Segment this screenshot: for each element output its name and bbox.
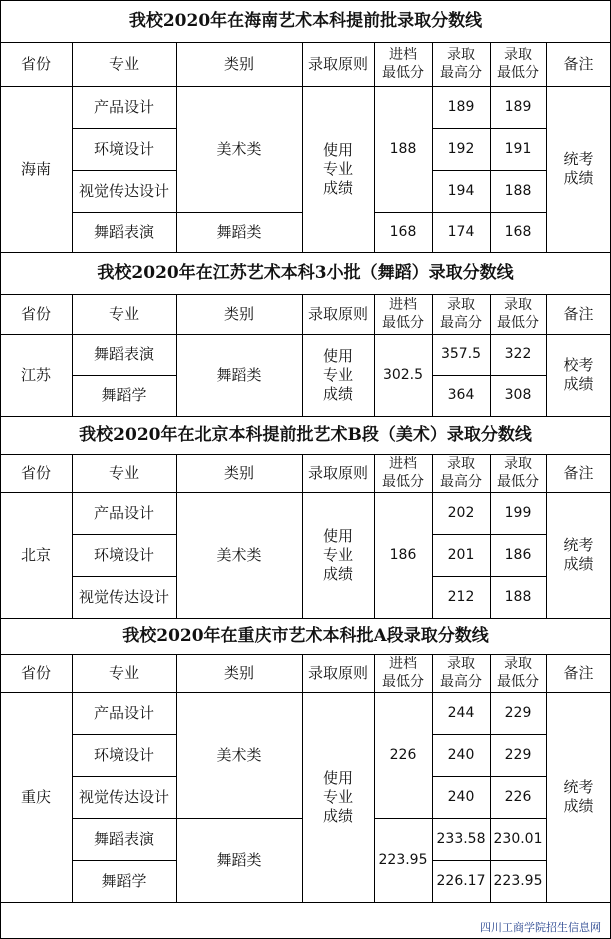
max-score-cell: 240 xyxy=(447,746,475,763)
grid-line xyxy=(0,902,611,903)
major-cell: 环境设计 xyxy=(93,745,154,764)
header-min-entry xyxy=(374,654,432,692)
remark-cell xyxy=(546,334,611,416)
min-entry-cell: 186 xyxy=(389,546,417,563)
header-remark: 备注 xyxy=(563,304,594,323)
category-cell: 舞蹈类 xyxy=(216,365,262,384)
major-cell: 舞蹈表演 xyxy=(93,345,154,363)
grid-line xyxy=(0,692,611,693)
header-principle: 录取原则 xyxy=(307,304,368,323)
major-cell: 舞蹈学 xyxy=(101,386,147,404)
min-score-cell: 191 xyxy=(504,140,532,157)
remark-text: 统考 xyxy=(563,778,594,796)
max-score-cell: 233.58 xyxy=(436,830,486,847)
min-score-cell: 168 xyxy=(504,223,532,240)
remark-text: 成绩 xyxy=(563,797,594,815)
header-category: 类别 xyxy=(223,54,254,73)
principle-text: 成绩 xyxy=(322,564,353,583)
header-min-admission xyxy=(490,42,546,86)
remark-text: 成绩 xyxy=(563,375,594,393)
remark-cell xyxy=(546,86,611,252)
header-min-entry xyxy=(374,294,432,334)
grid-line xyxy=(0,618,611,619)
header-text: 最低分 xyxy=(382,474,424,490)
grid-line xyxy=(0,252,611,253)
major-cell: 产品设计 xyxy=(93,503,154,522)
header-province: 省份 xyxy=(20,663,51,682)
header-min-admission xyxy=(490,294,546,334)
max-score-cell: 240 xyxy=(447,788,475,805)
min-score-cell: 223.95 xyxy=(493,872,543,889)
grid-line xyxy=(302,454,303,618)
max-score-cell: 201 xyxy=(447,546,475,563)
grid-line xyxy=(490,454,491,618)
principle-text: 专业 xyxy=(322,545,353,564)
grid-line xyxy=(546,42,547,252)
section-title: 我校2020年在海南艺术本科提前批录取分数线 xyxy=(128,10,483,31)
province-cell: 北京 xyxy=(20,545,51,564)
header-text: 进档 xyxy=(389,656,417,672)
min-entry-cell: 188 xyxy=(389,140,417,157)
header-min-entry xyxy=(374,454,432,492)
max-score-cell: 202 xyxy=(447,504,475,521)
source-watermark: 四川工商学院招生信息网 xyxy=(480,921,601,934)
grid-line xyxy=(0,86,611,87)
header-major: 专业 xyxy=(108,463,139,482)
header-remark: 备注 xyxy=(563,663,594,682)
min-score-cell: 189 xyxy=(504,98,532,115)
principle-text: 成绩 xyxy=(322,384,353,403)
grid-line xyxy=(0,0,1,939)
header-major: 专业 xyxy=(108,663,139,682)
major-cell: 视觉传达设计 xyxy=(78,787,169,806)
header-text: 最高分 xyxy=(440,474,482,490)
header-max-admission xyxy=(432,294,490,334)
grid-line xyxy=(432,576,546,577)
remark-text: 统考 xyxy=(563,150,594,168)
grid-line xyxy=(72,294,73,416)
grid-line xyxy=(0,454,611,455)
header-principle: 录取原则 xyxy=(307,54,368,73)
min-score-cell: 230.01 xyxy=(493,830,543,847)
major-cell: 舞蹈学 xyxy=(101,871,147,890)
major-cell: 环境设计 xyxy=(93,545,154,564)
major-cell: 产品设计 xyxy=(93,97,154,116)
min-score-cell: 229 xyxy=(504,746,532,763)
grid-line xyxy=(374,294,375,416)
province-cell: 海南 xyxy=(20,159,51,178)
grid-line xyxy=(0,654,611,655)
header-text: 录取 xyxy=(504,456,532,472)
principle-cell xyxy=(302,692,374,902)
grid-line xyxy=(72,212,302,213)
grid-line xyxy=(72,818,302,819)
remark-text: 统考 xyxy=(563,536,594,554)
grid-line xyxy=(432,654,433,902)
grid-line xyxy=(432,534,546,535)
max-score-cell: 212 xyxy=(447,588,475,605)
header-text: 录取 xyxy=(504,297,532,313)
grid-line xyxy=(374,654,375,902)
header-min-admission xyxy=(490,654,546,692)
header-text: 录取 xyxy=(447,656,475,672)
section-title: 我校2020年在重庆市艺术本科批A段录取分数线 xyxy=(122,625,489,646)
principle-text: 成绩 xyxy=(322,178,353,197)
header-province: 省份 xyxy=(20,304,51,323)
grid-line xyxy=(432,454,433,618)
grid-line xyxy=(374,212,546,213)
grid-line xyxy=(302,654,303,902)
grid-line xyxy=(432,860,546,861)
max-score-cell: 364 xyxy=(447,387,475,403)
min-score-cell: 186 xyxy=(504,546,532,563)
header-province: 省份 xyxy=(20,54,51,73)
major-cell: 视觉传达设计 xyxy=(78,181,169,200)
principle-text: 成绩 xyxy=(322,806,353,825)
header-remark: 备注 xyxy=(563,54,594,73)
principle-text: 使用 xyxy=(322,768,353,787)
principle-cell xyxy=(302,334,374,416)
category-cell: 舞蹈类 xyxy=(216,850,262,869)
principle-cell xyxy=(302,492,374,618)
header-text: 最低分 xyxy=(382,674,424,690)
grid-line xyxy=(0,334,611,335)
grid-line xyxy=(72,776,176,777)
remark-cell xyxy=(546,692,611,902)
grid-line xyxy=(374,454,375,618)
min-entry-cell: 168 xyxy=(389,223,417,240)
grid-line xyxy=(432,734,546,735)
header-text: 最低分 xyxy=(497,474,539,490)
grid-line xyxy=(490,294,491,416)
grid-line xyxy=(302,42,303,252)
grid-line xyxy=(0,294,611,295)
grid-line xyxy=(0,42,611,43)
max-score-cell: 174 xyxy=(447,223,475,240)
remark-cell xyxy=(546,492,611,618)
min-score-cell: 199 xyxy=(504,504,532,521)
grid-line xyxy=(432,294,433,416)
header-min-entry xyxy=(374,42,432,86)
min-score-cell: 188 xyxy=(504,182,532,199)
grid-line xyxy=(72,576,176,577)
remark-text: 校考 xyxy=(563,356,594,374)
header-text: 最低分 xyxy=(382,65,424,81)
header-text: 录取 xyxy=(447,456,475,472)
header-major: 专业 xyxy=(108,54,139,73)
header-major: 专业 xyxy=(108,304,139,323)
header-max-admission xyxy=(432,42,490,86)
min-score-cell: 188 xyxy=(504,588,532,605)
remark-text: 成绩 xyxy=(563,555,594,573)
header-text: 录取 xyxy=(504,656,532,672)
grid-line xyxy=(374,818,546,819)
grid-line xyxy=(72,170,176,171)
grid-line xyxy=(0,0,611,1)
major-cell: 环境设计 xyxy=(93,139,154,158)
min-score-cell: 308 xyxy=(504,387,532,403)
grid-line xyxy=(72,860,176,861)
header-text: 最低分 xyxy=(497,65,539,81)
header-text: 最高分 xyxy=(440,315,482,331)
grid-line xyxy=(176,42,177,252)
header-text: 进档 xyxy=(389,456,417,472)
header-principle: 录取原则 xyxy=(307,463,368,482)
major-cell: 舞蹈表演 xyxy=(93,222,154,241)
grid-line xyxy=(72,454,73,618)
grid-line xyxy=(546,294,547,416)
grid-line xyxy=(72,734,176,735)
grid-line xyxy=(432,776,546,777)
grid-line xyxy=(72,375,176,376)
grid-line xyxy=(176,454,177,618)
header-category: 类别 xyxy=(223,663,254,682)
max-score-cell: 192 xyxy=(447,140,475,157)
header-text: 进档 xyxy=(389,297,417,313)
grid-line xyxy=(374,42,375,252)
grid-line xyxy=(546,454,547,618)
remark-text: 成绩 xyxy=(563,169,594,187)
principle-text: 专业 xyxy=(322,365,353,384)
header-category: 类别 xyxy=(223,304,254,323)
header-text: 最低分 xyxy=(497,674,539,690)
header-min-admission xyxy=(490,454,546,492)
major-cell: 视觉传达设计 xyxy=(78,587,169,606)
category-cell: 美术类 xyxy=(216,139,262,158)
header-text: 最低分 xyxy=(497,315,539,331)
grid-line xyxy=(72,534,176,535)
max-score-cell: 194 xyxy=(447,182,475,199)
major-cell: 舞蹈表演 xyxy=(93,829,154,848)
grid-line xyxy=(72,128,176,129)
principle-text: 使用 xyxy=(322,526,353,545)
min-entry-cell: 302.5 xyxy=(382,366,424,383)
header-province: 省份 xyxy=(20,463,51,482)
header-category: 类别 xyxy=(223,463,254,482)
grid-line xyxy=(490,654,491,902)
grid-line xyxy=(432,42,433,252)
header-remark: 备注 xyxy=(563,463,594,482)
category-cell: 美术类 xyxy=(216,745,262,764)
max-score-cell: 189 xyxy=(447,98,475,115)
province-cell: 江苏 xyxy=(20,365,51,384)
grid-line xyxy=(432,375,546,376)
grid-line xyxy=(0,416,611,417)
section-title: 我校2020年在北京本科提前批艺术B段（美术）录取分数线 xyxy=(79,424,532,445)
min-entry-cell: 223.95 xyxy=(378,851,428,868)
grid-line xyxy=(72,42,73,252)
max-score-cell: 226.17 xyxy=(436,872,486,889)
grid-line xyxy=(432,128,546,129)
header-max-admission xyxy=(432,454,490,492)
header-text: 进档 xyxy=(389,47,417,63)
min-score-cell: 226 xyxy=(504,788,532,805)
grid-line xyxy=(546,654,547,902)
min-score-cell: 229 xyxy=(504,704,532,721)
header-text: 录取 xyxy=(447,297,475,313)
principle-text: 使用 xyxy=(322,140,353,159)
header-text: 录取 xyxy=(447,47,475,63)
grid-line xyxy=(176,294,177,416)
grid-line xyxy=(72,654,73,902)
grid-line xyxy=(0,492,611,493)
principle-text: 专业 xyxy=(322,159,353,178)
category-cell: 美术类 xyxy=(216,545,262,564)
principle-cell xyxy=(302,86,374,252)
min-entry-cell: 226 xyxy=(389,746,417,763)
principle-text: 专业 xyxy=(322,787,353,806)
grid-line xyxy=(302,294,303,416)
principle-text: 使用 xyxy=(322,346,353,365)
max-score-cell: 244 xyxy=(447,704,475,721)
header-max-admission xyxy=(432,654,490,692)
header-text: 录取 xyxy=(504,47,532,63)
major-cell: 产品设计 xyxy=(93,703,154,722)
province-cell: 重庆 xyxy=(20,787,51,806)
header-text: 最低分 xyxy=(382,315,424,331)
max-score-cell: 357.5 xyxy=(440,346,482,362)
grid-line xyxy=(490,42,491,252)
section-title: 我校2020年在江苏艺术本科3小批（舞蹈）录取分数线 xyxy=(97,262,514,283)
category-cell: 舞蹈类 xyxy=(216,222,262,241)
header-principle: 录取原则 xyxy=(307,663,368,682)
grid-line xyxy=(176,654,177,902)
header-text: 最高分 xyxy=(440,65,482,81)
min-score-cell: 322 xyxy=(504,346,532,362)
header-text: 最高分 xyxy=(440,674,482,690)
grid-line xyxy=(432,170,546,171)
